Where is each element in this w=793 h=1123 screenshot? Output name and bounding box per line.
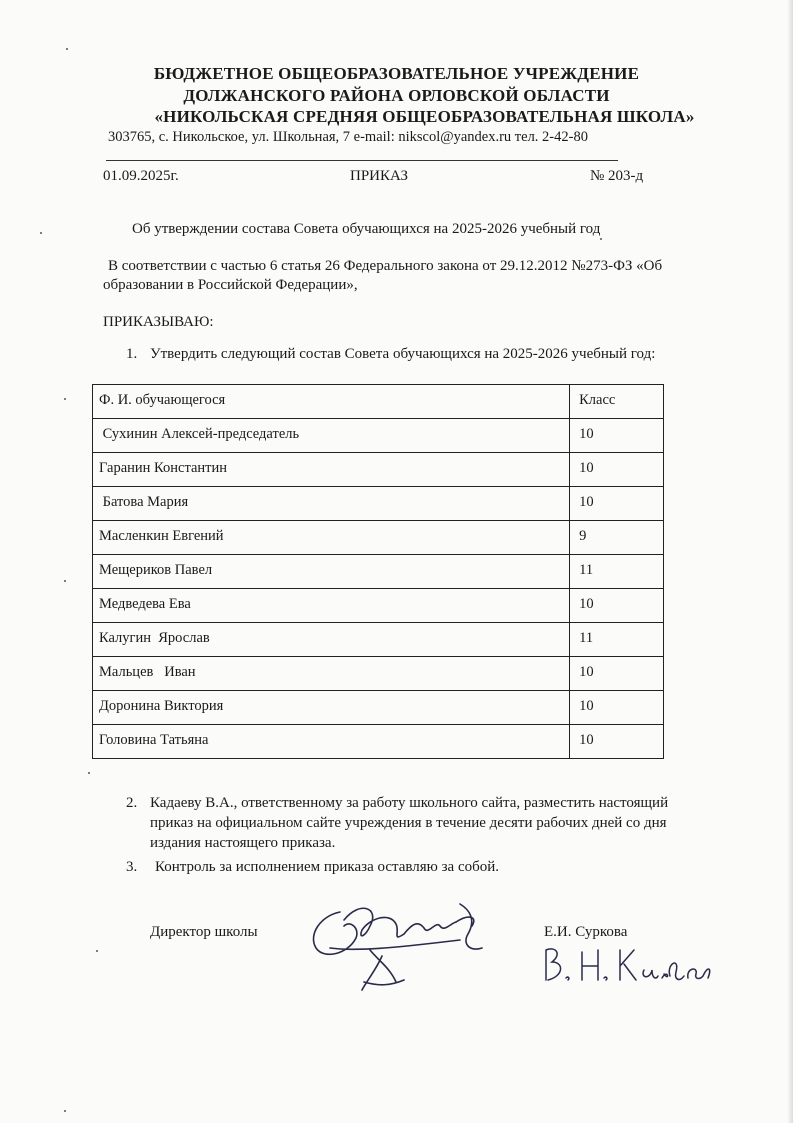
member-grade: 11: [570, 555, 664, 589]
item-1-number: 1.: [126, 346, 138, 362]
institution-title-line-2: ДОЛЖАНСКОГО РАЙОНА ОРЛОВСКОЙ ОБЛАСТИ: [183, 86, 610, 105]
scan-speck: [66, 48, 68, 50]
order-basis-line-2: образовании в Российской Федерации»,: [103, 277, 358, 293]
table-row: [93, 521, 664, 555]
member-grade: 10: [570, 419, 664, 453]
table-header-row: [93, 385, 664, 419]
scan-speck: [88, 772, 90, 774]
table-row: [93, 691, 664, 725]
scan-speck: [96, 950, 98, 952]
member-grade: 11: [570, 623, 664, 657]
item-2-line-3: издания настоящего приказа.: [150, 835, 336, 851]
item-2-line-2: приказ на официальном сайте учреждения в течение десяти рабочих дней со дня: [150, 815, 667, 831]
member-name: Гаранин Константин: [93, 453, 570, 487]
order-subject: Об утверждении состава Совета обучающихся на 2025-2026 учебный год: [132, 221, 601, 237]
order-date: 01.09.2025г.: [103, 168, 179, 184]
member-name: Мальцев Иван: [93, 657, 570, 691]
table-row: [93, 453, 664, 487]
member-name: Доронина Виктория: [93, 691, 570, 725]
header-name: Ф. И. обучающегося: [93, 385, 570, 419]
member-name: Головина Татьяна: [93, 725, 570, 759]
member-grade: 10: [570, 657, 664, 691]
institution-title-line-1: БЮДЖЕТНОЕ ОБЩЕОБРАЗОВАТЕЛЬНОЕ УЧРЕЖДЕНИЕ: [153, 64, 640, 83]
item-3-number: 3.: [126, 859, 138, 875]
member-grade: 10: [570, 589, 664, 623]
scan-edge-shadow: [787, 0, 793, 1123]
table-row: [93, 589, 664, 623]
acknowledgement-signature-image: [538, 938, 718, 990]
member-grade: 10: [570, 453, 664, 487]
table-row: [93, 657, 664, 691]
table-row: [93, 555, 664, 589]
member-grade: 10: [570, 487, 664, 521]
scan-speck: [64, 580, 66, 582]
scan-speck: [40, 232, 42, 234]
item-1-text: Утвердить следующий состав Совета обучающихся на 2025-2026 учебный год:: [150, 346, 656, 362]
director-signature-image: [300, 890, 510, 1000]
council-members-table: [92, 384, 664, 759]
member-name: Мещериков Павел: [93, 555, 570, 589]
member-grade: 9: [570, 521, 664, 555]
order-basis-line-1: В соответствии с частью 6 статья 26 Федерального закона от 29.12.2012 №273-ФЗ «Об: [108, 258, 663, 274]
item-2-number: 2.: [126, 795, 138, 811]
table-row: [93, 487, 664, 521]
institution-title-line-3: «НИКОЛЬСКАЯ СРЕДНЯЯ ОБЩЕОБРАЗОВАТЕЛЬНАЯ ШКОЛА»: [154, 107, 695, 126]
signatory-name: Е.И. Суркова: [544, 924, 628, 940]
member-name: Медведева Ева: [93, 589, 570, 623]
table-row: [93, 419, 664, 453]
scan-speck: [64, 398, 66, 400]
member-name: Калугин Ярослав: [93, 623, 570, 657]
order-type: ПРИКАЗ: [350, 168, 408, 184]
scan-speck: [64, 1110, 66, 1112]
member-name: Батова Мария: [93, 487, 570, 521]
member-grade: 10: [570, 691, 664, 725]
signatory-position: Директор школы: [150, 924, 258, 940]
order-number: № 203-д: [590, 168, 644, 184]
member-name: Сухинин Алексей-председатель: [93, 419, 570, 453]
member-grade: 10: [570, 725, 664, 759]
institution-address: 303765, с. Никольское, ул. Школьная, 7 e-mail: nikscol@yandex.ru тел. 2-42-80: [108, 129, 588, 145]
table-row: [93, 725, 664, 759]
table-row: [93, 623, 664, 657]
member-name: Масленкин Евгений: [93, 521, 570, 555]
header-divider: [106, 160, 618, 161]
item-2-line-1: Кадаеву В.А., ответственному за работу школьного сайта, разместить настоящий: [150, 795, 669, 811]
scan-speck: [600, 238, 602, 240]
item-3-text: Контроль за исполнением приказа оставляю за собой.: [155, 859, 500, 875]
order-decree: ПРИКАЗЫВАЮ:: [103, 314, 214, 330]
header-grade: Класс: [570, 385, 664, 419]
